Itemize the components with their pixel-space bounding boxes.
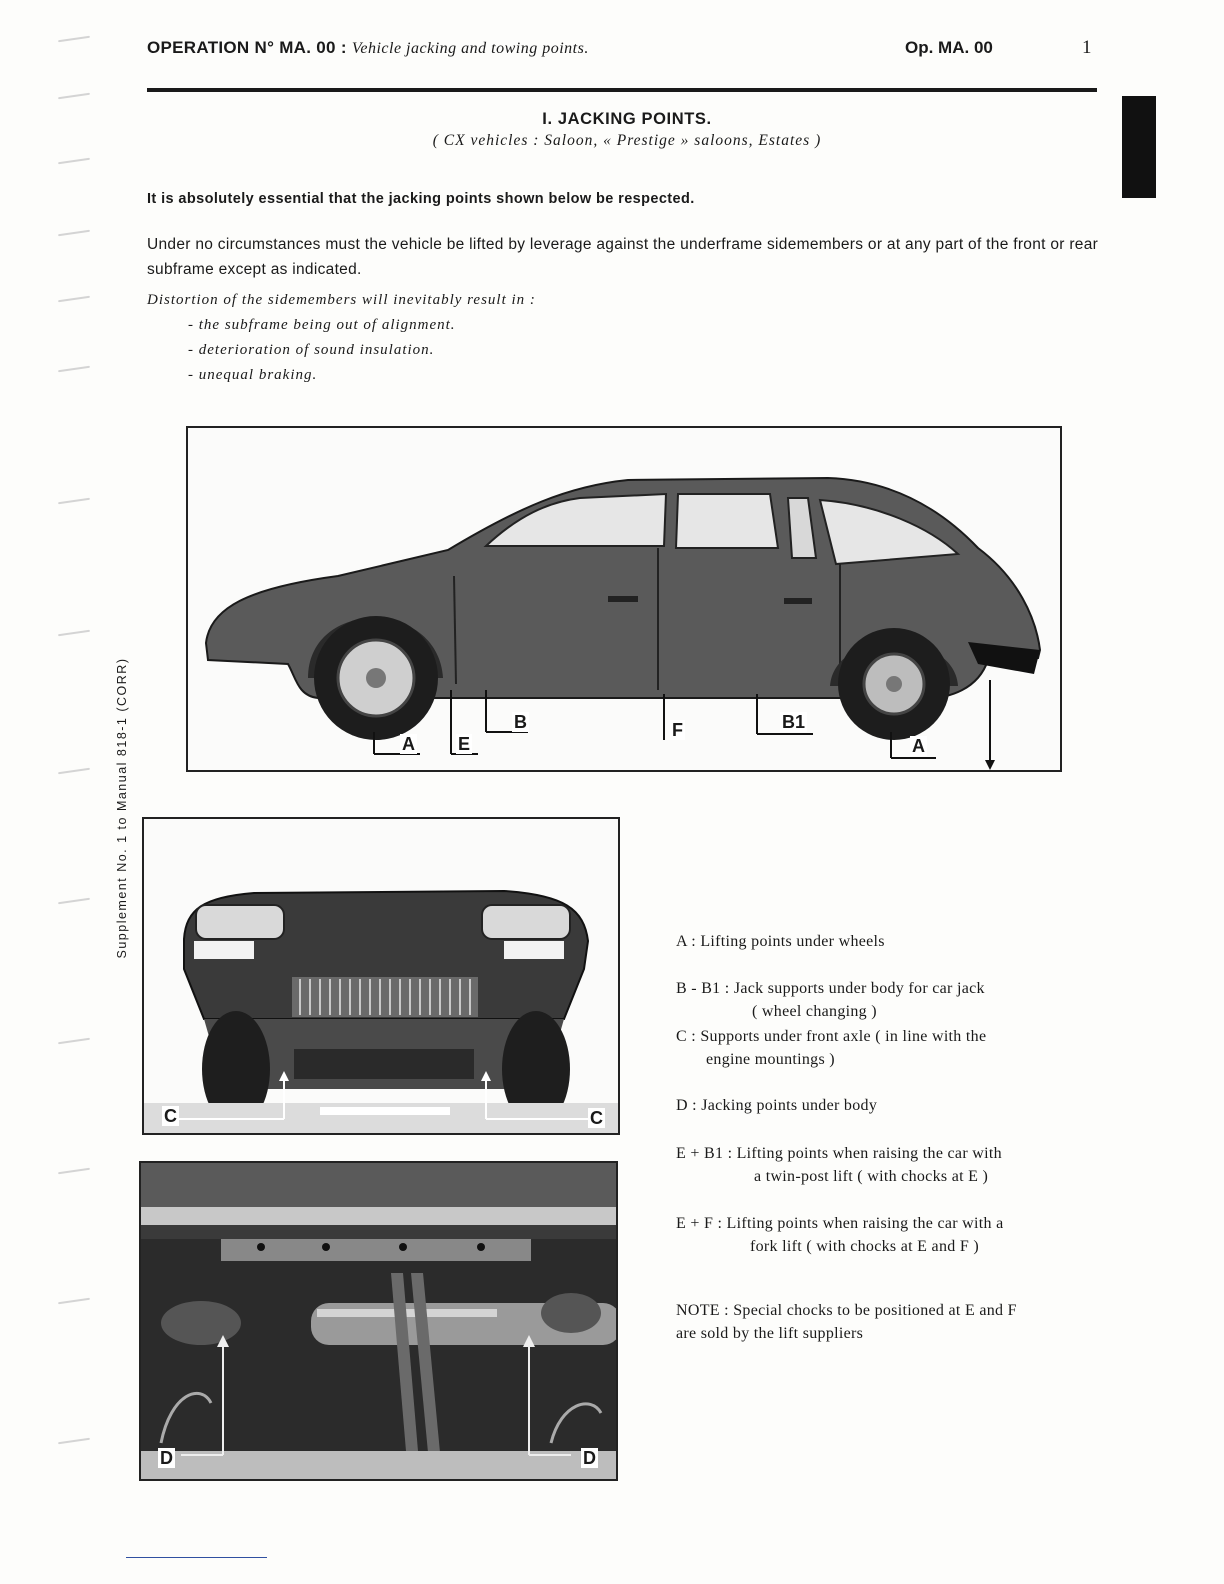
scan-mark — [58, 158, 90, 164]
distortion-intro: Distortion of the sidemembers will inevitably result in : — [147, 292, 536, 308]
legend-b — [676, 977, 985, 1023]
page-header — [147, 38, 589, 58]
legend-e-f — [676, 1212, 1004, 1258]
label-e: E — [458, 734, 471, 754]
note-line2: are sold by the lift suppliers — [676, 1325, 864, 1342]
label-c-left: C — [164, 1106, 177, 1126]
legend-eb1-line1: E + B1 : Lifting points when raising the car with — [676, 1145, 1002, 1162]
list-item: - deterioration of sound insulation. — [188, 342, 435, 358]
label-c-right: C — [590, 1108, 603, 1128]
legend-b-line1: B - B1 : Jack supports under body for car jack — [676, 980, 985, 997]
scan-mark — [58, 366, 90, 372]
legend-ef-line1: E + F : Lifting points when raising the car with a — [676, 1215, 1004, 1232]
scan-mark — [58, 1038, 90, 1044]
scan-mark — [58, 630, 90, 636]
section-title: I. JACKING POINTS. — [542, 110, 712, 128]
instruction-paragraph: Under no circumstances must the vehicle be lifted by leverage against the underframe sidemembers or at any part of the front or rear subframe except as indicated. — [147, 236, 1099, 278]
side-view-photo — [186, 426, 1062, 772]
note-line1: NOTE : Special chocks to be positioned at E and F — [676, 1302, 1017, 1319]
scan-mark — [58, 768, 90, 774]
legend-c — [676, 1025, 986, 1071]
scan-mark — [58, 36, 90, 42]
legend-e-b1 — [676, 1142, 1002, 1188]
footer-rule — [126, 1557, 267, 1558]
car-side-illustration — [188, 428, 1060, 770]
legend-note — [676, 1299, 1017, 1345]
scan-mark — [58, 498, 90, 504]
scan-mark — [58, 296, 90, 302]
legend-d: D : Jacking points under body — [676, 1097, 878, 1114]
legend-c-line2: engine mountings ) — [706, 1051, 835, 1068]
page-number: 1 — [1082, 37, 1092, 58]
legend-ef-line2: fork lift ( with chocks at E and F ) — [750, 1238, 979, 1255]
front-underside-illustration — [144, 819, 618, 1133]
list-item: - unequal braking. — [188, 367, 318, 383]
legend-eb1-line2: a twin-post lift ( with chocks at E ) — [754, 1168, 989, 1185]
label-b1: B1 — [782, 712, 806, 732]
underbody-illustration — [141, 1163, 616, 1479]
label-d-right: D — [583, 1448, 596, 1468]
operation-ref: Op. MA. 00 — [905, 38, 993, 57]
label-d-left: D — [160, 1448, 173, 1468]
list-item: - the subframe being out of alignment. — [188, 317, 456, 333]
label-a-rear: A — [912, 736, 925, 756]
header-rule — [147, 88, 1097, 92]
scan-mark — [58, 230, 90, 236]
scan-mark — [58, 1438, 90, 1444]
label-b: B — [514, 712, 527, 732]
label-f: F — [672, 720, 683, 740]
front-view-photo — [142, 817, 620, 1135]
scan-mark — [58, 93, 90, 99]
legend-a: A : Lifting points under wheels — [676, 933, 885, 950]
operation-number: OPERATION N° MA. 00 : — [147, 38, 347, 57]
section-subtitle: ( CX vehicles : Saloon, « Prestige » saloons, Estates ) — [432, 132, 822, 149]
margin-note: Supplement No. 1 to Manual 818-1 (CORR) — [115, 657, 129, 959]
scan-mark — [58, 898, 90, 904]
distortion-list — [188, 313, 456, 388]
operation-subject: Vehicle jacking and towing points. — [351, 40, 589, 57]
label-a-front: A — [402, 734, 415, 754]
legend-c-line1: C : Supports under front axle ( in line with the — [676, 1028, 987, 1045]
scan-mark — [58, 1298, 90, 1304]
legend-b-line2: ( wheel changing ) — [752, 1003, 877, 1020]
warning-text: It is absolutely essential that the jacking points shown below be respected. — [147, 191, 695, 207]
scan-mark — [58, 1168, 90, 1174]
underside-photo — [139, 1161, 618, 1481]
